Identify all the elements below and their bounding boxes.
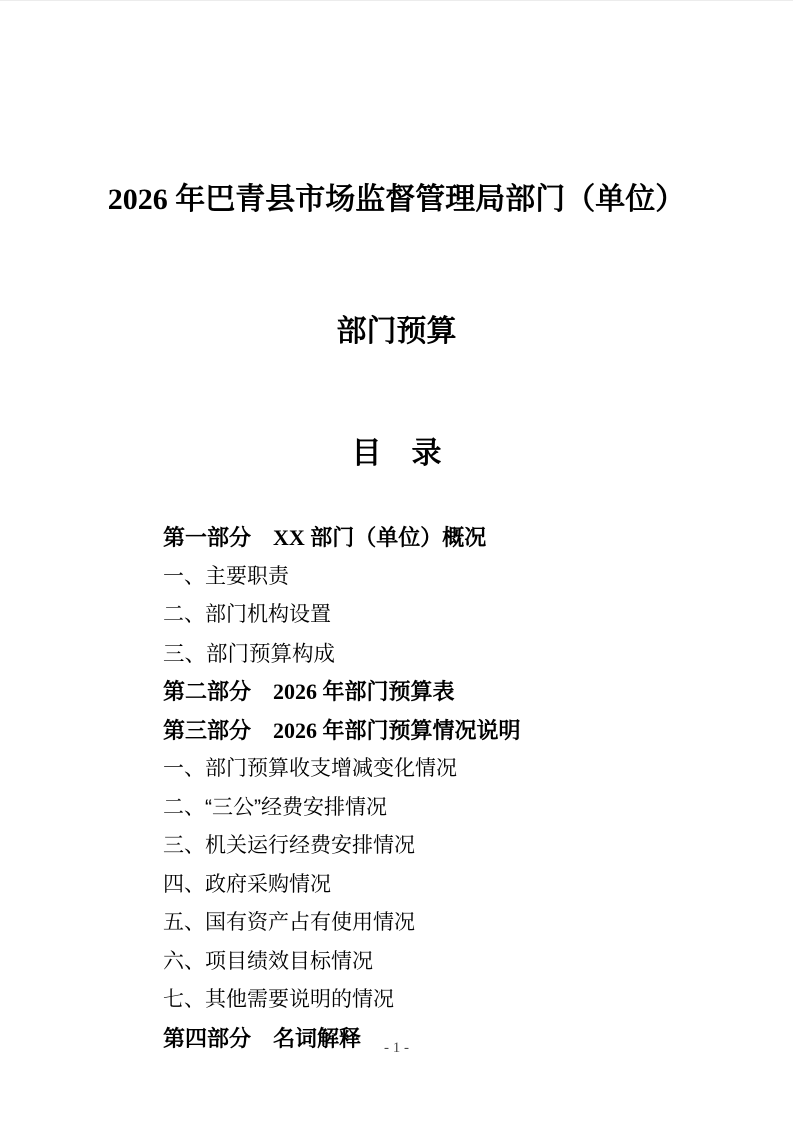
toc-item-three-public-funds: 二、“三公”经费安排情况 <box>163 795 387 819</box>
toc-item-other-notes: 七、其他需要说明的情况 <box>163 988 394 1011</box>
toc-item-gov-procurement: 四、政府采购情况 <box>163 872 331 896</box>
toc-item-performance-goals: 六、项目绩效目标情况 <box>163 949 373 973</box>
document-title-line2: 部门预算 <box>336 315 457 348</box>
document-title-line1: 2026 年巴青县市场监督管理局部门（单位） <box>107 183 686 216</box>
page-number: - 1 - <box>384 1040 409 1056</box>
toc-item-main-duties: 一、主要职责 <box>163 564 289 588</box>
toc-list <box>0 519 793 1058</box>
toc-item-operating-funds: 三、机关运行经费安排情况 <box>163 834 415 857</box>
toc-item-budget-changes: 一、部门预算收支增减变化情况 <box>163 757 457 780</box>
toc-item-org-structure: 二、部门机构设置 <box>163 603 331 626</box>
toc-item-budget-composition: 三、部门预算构成 <box>163 641 336 666</box>
toc-part-1-overview: 第一部分 XX 部门（单位）概况 <box>163 525 487 550</box>
document-title <box>0 1 793 398</box>
toc-part-2-budget-tables: 第二部分 2026 年部门预算表 <box>163 679 455 704</box>
toc-part-3-budget-notes: 第三部分 2026 年部门预算情况说明 <box>163 717 521 743</box>
toc-item-state-assets: 五、国有资产占有使用情况 <box>163 911 415 934</box>
toc-heading: 目 录 <box>351 437 442 470</box>
toc-part-4-glossary: 第四部分 名词解释 <box>163 1025 362 1051</box>
